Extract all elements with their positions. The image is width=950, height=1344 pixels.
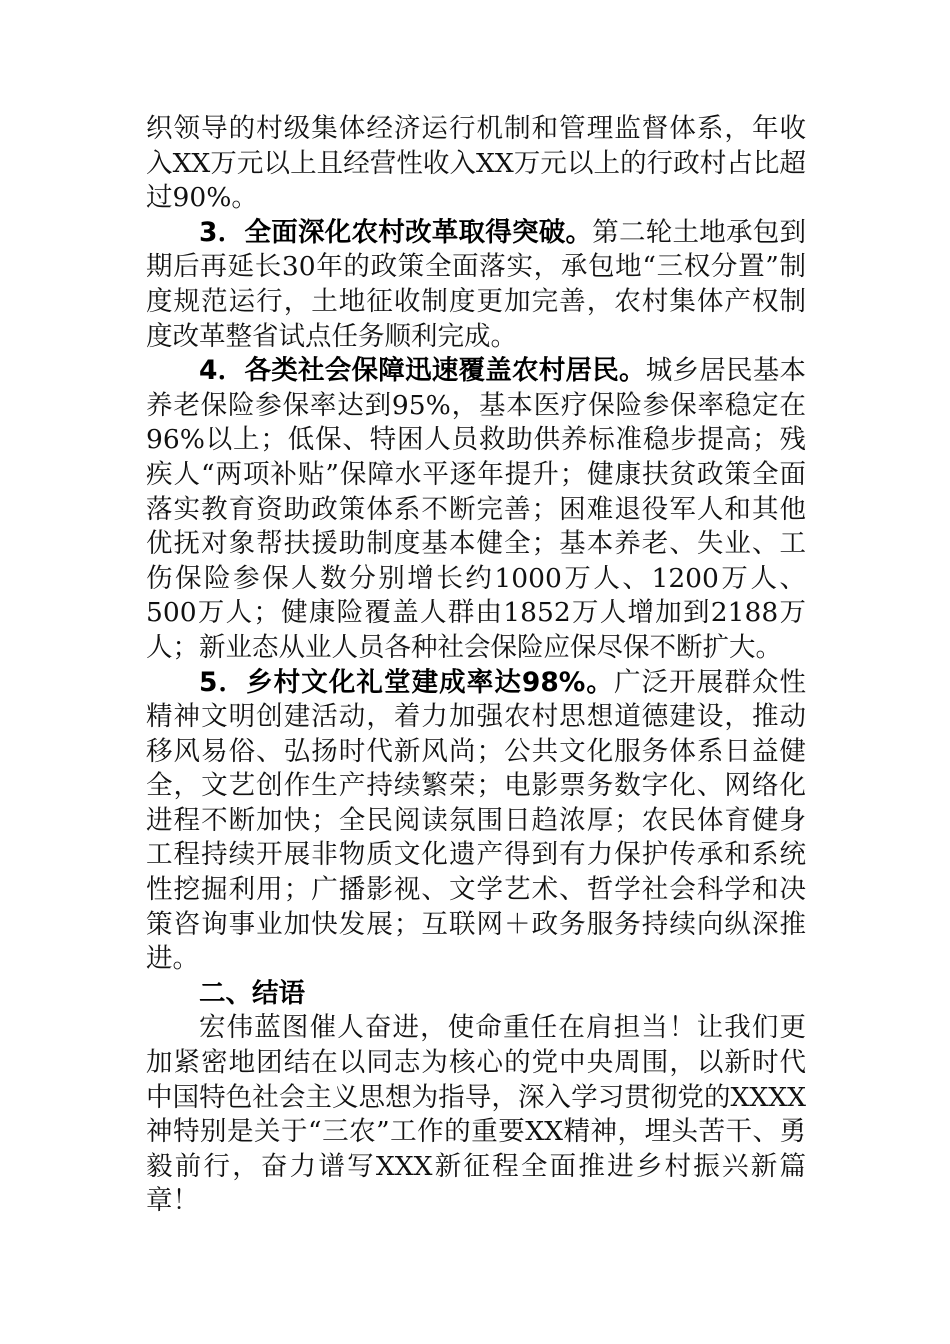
paragraph-heading: 5．乡村文化礼堂建成率达98%。 <box>199 666 615 698</box>
paragraph-rural-reform <box>146 216 806 354</box>
paragraph-social-security <box>146 354 806 665</box>
section-heading: 二、结语 <box>199 977 305 1009</box>
paragraph-text: 第二轮土地承包到期后再延长30年的政策全面落实，承包地“三权分置”制度规范运行，土地征收制度更加完善，农村集体产权制度改革整省试点任务顺利完成。 <box>146 216 806 352</box>
document-page <box>146 112 806 1219</box>
paragraph-text: 广泛开展群众性精神文明创建活动，着力加强农村思想道德建设，推动移风易俗、弘扬时代新风尚；公共文化服务体系日益健全，文艺创作生产持续繁荣；电影票务数字化、网络化进程不断加快；全民阅读氛围日趋浓厚；农民体育健身工程持续开展非物质文化遗产得到有力保护传承和系统性挖掘利用；广播影视、文学艺术、哲学社会科学和决策咨询事业加快发展；互联网＋政务服务持续向纵深推进。 <box>146 666 807 975</box>
paragraph-heading: 4．各类社会保障迅速覆盖农村居民。 <box>199 355 646 387</box>
paragraph-heading: 3．全面深化农村改革取得突破。 <box>199 216 593 248</box>
paragraph-text: 宏伟蓝图催人奋进，使命重任在肩担当！让我们更加紧密地团结在以同志为核心的党中央周围，以新时代中国特色社会主义思想为指导，深入学习贯彻党的XXXX神特别是关于“三农”工作的重要XX精神，埋头苦干、勇毅前行，奋力谱写XXX新征程全面推进乡村振兴新篇章！ <box>146 1012 806 1217</box>
paragraph-conclusion <box>146 1011 806 1219</box>
section-heading-conclusion <box>146 977 806 1012</box>
paragraph-text: 城乡居民基本养老保险参保率达到95%，基本医疗保险参保率稳定在96%以上；低保、特困人员救助供养标准稳步提高；残疾人“两项补贴”保障水平逐年提升；健康扶贫政策全面落实教育资助政策体系不断完善；困难退役军人和其他优抚对象帮扶援助制度基本健全；基本养老、失业、工伤保险参保人数分别增长约1000万人、1200万人、500万人；健康险覆盖人群由1852万人增加到2188万人；新业态从业人员各种社会保险应保尽保不断扩大。 <box>146 355 806 663</box>
paragraph-text: 织领导的村级集体经济运行机制和管理监督体系，年收入XX万元以上且经营性收入XX万元以上的行政村占比超过90%。 <box>146 113 806 214</box>
paragraph-culture-halls <box>146 666 806 977</box>
paragraph-continuation <box>146 112 806 216</box>
